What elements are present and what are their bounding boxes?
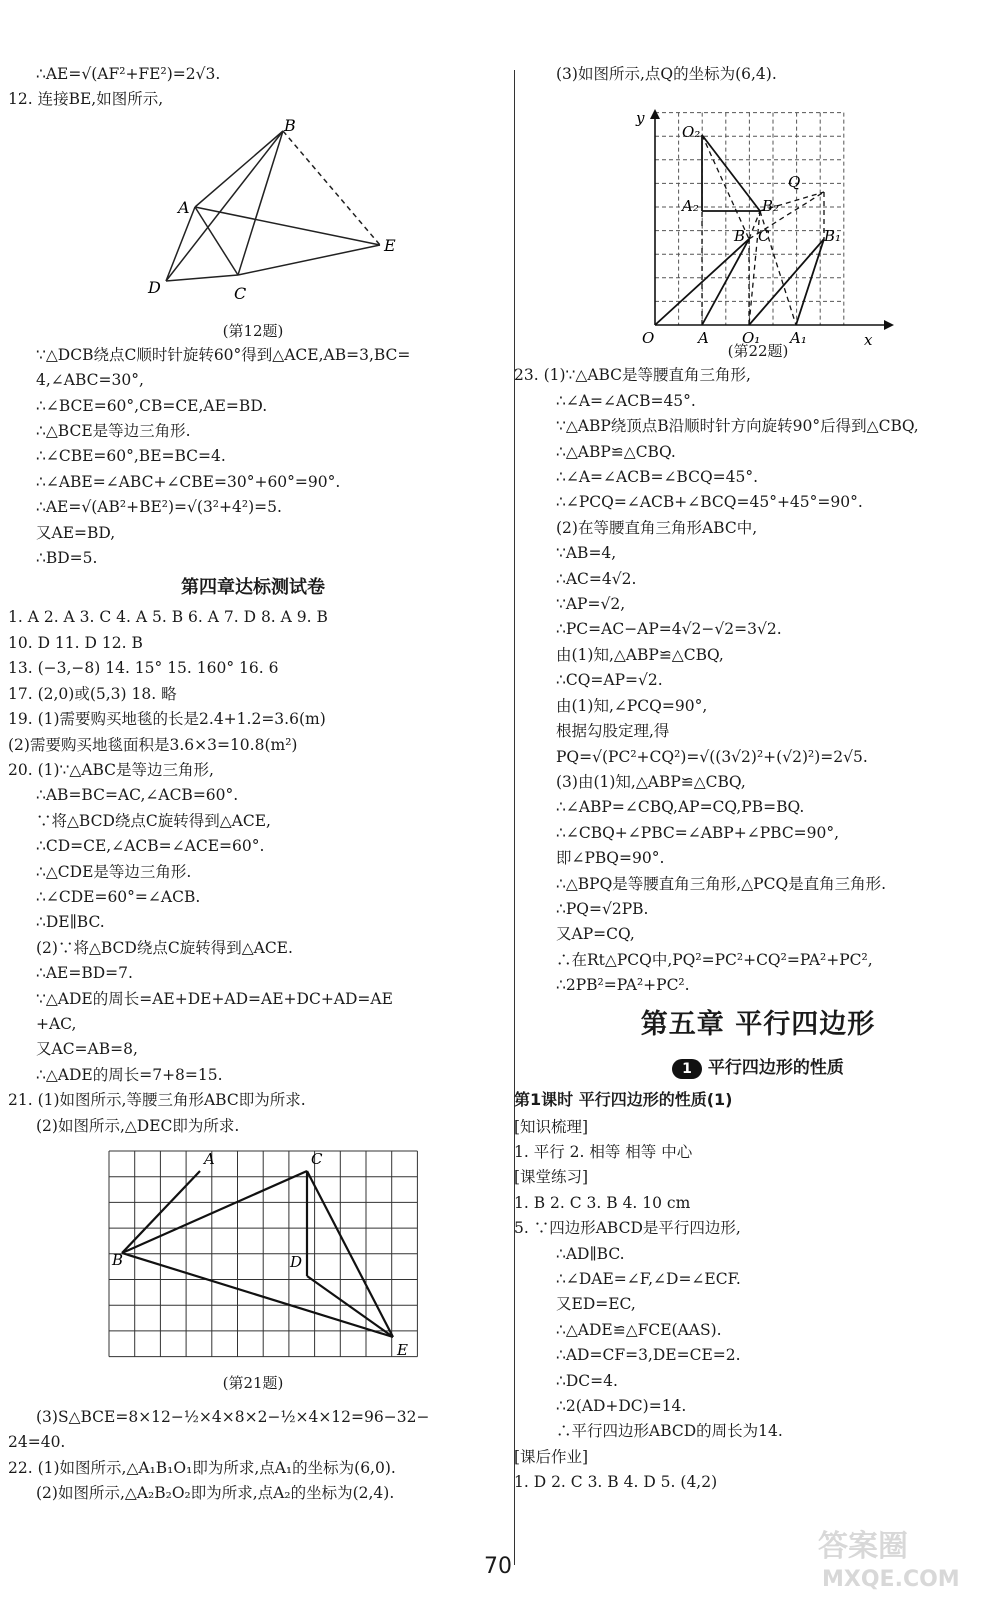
answer-line: 10. D 11. D 12. B xyxy=(8,633,143,652)
text-line: 由(1)知,△ABP≌△CBQ, xyxy=(556,645,724,664)
section-tag: [知识梳理] xyxy=(514,1117,589,1136)
answer-line: 21. (1)如图所示,等腰三角形ABC即为所求. xyxy=(8,1091,306,1110)
text-line: ∴BD=5. xyxy=(36,549,98,568)
label-C: C xyxy=(234,283,247,303)
label-O2: O₂ xyxy=(682,123,701,142)
label-B: B xyxy=(284,115,296,135)
answer-line: ∴AE=BD=7. xyxy=(36,964,133,983)
label-B2: B₂ xyxy=(762,197,780,216)
lesson-title: 平行四边形的性质 xyxy=(707,1057,844,1078)
text-line: (3)由(1)知,△ABP≌△CBQ, xyxy=(556,772,746,791)
answer-line: 1. 平行 2. 相等 相等 中心 xyxy=(514,1142,693,1161)
text-line: ∵AB=4, xyxy=(556,544,617,563)
label-A1: A₁ xyxy=(790,329,807,348)
watermark-url: MXQE.COM xyxy=(822,1567,960,1592)
label-B: B xyxy=(734,227,746,246)
label-x: x xyxy=(864,331,873,350)
label-A: A xyxy=(698,329,709,348)
label-D: D xyxy=(290,1253,303,1271)
answer-line: 20. (1)∵△ABC是等边三角形, xyxy=(8,760,214,779)
text-line: ∴CQ=AP=√2. xyxy=(556,671,663,690)
label-B1: B₁ xyxy=(824,227,842,246)
text-line: 又AE=BD, xyxy=(36,523,116,542)
label-B: B xyxy=(112,1251,124,1269)
text-line: (3)S△BCE=8×12−½×4×8×2−½×4×12=96−32− xyxy=(36,1408,430,1426)
figure-12 xyxy=(8,113,498,319)
text-line: ∴∠ABE=∠ABC+∠CBE=30°+60°=90°. xyxy=(36,472,341,491)
label-D: D xyxy=(148,277,161,297)
text-line: ∴∠ABP=∠CBQ,AP=CQ,PB=BQ. xyxy=(556,798,805,817)
text-line: 22. (1)如图所示,△A₁B₁O₁即为所求,点A₁的坐标为(6,0). xyxy=(8,1458,396,1477)
answer-line: ∴DC=4. xyxy=(556,1371,618,1390)
text-line: ∴PC=AC−AP=4√2−√2=3√2. xyxy=(556,620,782,639)
right-column xyxy=(514,62,988,1496)
text-line: ∴∠A=∠ACB=∠BCQ=45°. xyxy=(556,468,759,487)
text-line: (2)如图所示,△A₂B₂O₂即为所求,点A₂的坐标为(2,4). xyxy=(36,1484,395,1503)
text-line: ∵△DCB绕点C顺时针旋转60°得到△ACE,AB=3,BC= xyxy=(36,345,411,364)
label-C: C xyxy=(758,227,770,246)
label-A: A xyxy=(204,1150,215,1168)
text-line: ∴在Rt△PCQ中,PQ²=PC²+CQ²=PA²+PC², xyxy=(556,950,873,969)
answer-line: ∴△ADE≌△FCE(AAS). xyxy=(556,1320,722,1339)
figure-21-caption: (第21题) xyxy=(222,1374,284,1392)
answer-line: +AC, xyxy=(36,1014,77,1033)
left-column xyxy=(8,62,498,1507)
label-A2: A₂ xyxy=(682,197,699,216)
text-line: ∴2PB²=PA²+PC². xyxy=(556,976,690,995)
chapter4-test-title: 第四章达标测试卷 xyxy=(181,577,325,599)
text-line: 根据勾股定理,得 xyxy=(556,722,670,741)
label-y: y xyxy=(636,109,645,128)
text-line: ∵AP=√2, xyxy=(556,595,626,614)
answer-line: ∴平行四边形ABCD的周长为14. xyxy=(556,1422,783,1441)
text-line: PQ=√(PC²+CQ²)=√((3√2)²+(√2)²)=2√5. xyxy=(556,747,868,766)
text-line: ∴△BCE是等边三角形. xyxy=(36,422,191,441)
text-line: ∴PQ=√2PB. xyxy=(556,899,649,918)
answer-line: ∴CD=CE,∠ACB=∠ACE=60°. xyxy=(36,837,265,856)
answer-line: ∴∠DAE=∠F,∠D=∠ECF. xyxy=(556,1270,741,1288)
text-line: ∴△ABP≌△CBQ. xyxy=(556,442,676,461)
label-E: E xyxy=(384,235,396,255)
text-line: 即∠PBQ=90°. xyxy=(556,849,665,868)
answer-line: ∴△CDE是等边三角形. xyxy=(36,862,192,881)
text-line: 又AP=CQ, xyxy=(556,925,635,944)
column-divider xyxy=(514,70,515,1565)
answer-line: (2)∵将△BCD绕点C旋转得到△ACE. xyxy=(36,938,293,957)
answer-line: 又ED=EC, xyxy=(556,1295,636,1314)
text-line: 12. 连接BE,如图所示, xyxy=(8,90,164,109)
lesson-heading xyxy=(528,1051,988,1085)
page-number: 70 xyxy=(484,1554,512,1579)
watermark-logo xyxy=(808,1518,988,1594)
text-line: 由(1)知,∠PCQ=90°, xyxy=(556,696,708,715)
answer-line: (2)如图所示,△DEC即为所求. xyxy=(36,1116,240,1135)
figure-22-caption: (第22题) xyxy=(727,342,789,361)
text-line: ∴∠PCQ=∠ACB+∠BCQ=45°+45°=90°. xyxy=(556,493,863,512)
label-O: O xyxy=(642,329,655,348)
label-O1: O₁ xyxy=(742,329,761,348)
text-line: ∴∠A=∠ACB=45°. xyxy=(556,391,696,410)
text-line: (3)如图所示,点Q的坐标为(6,4). xyxy=(556,65,777,83)
text-line: ∴AE=√(AB²+BE²)=√(3²+4²)=5. xyxy=(36,498,282,517)
text-line: 23. (1)∵△ABC是等腰直角三角形, xyxy=(514,366,751,385)
answer-line: (2)需要购买地毯面积是3.6×3=10.8(m²) xyxy=(8,735,298,754)
lesson-subtitle: 第1课时 平行四边形的性质(1) xyxy=(514,1089,733,1109)
label-C: C xyxy=(311,1150,323,1168)
figure-21-diagram xyxy=(8,1139,498,1371)
text-line: ∴∠BCE=60°,CB=CE,AE=BD. xyxy=(36,396,268,415)
answer-line: ∴∠CDE=60°=∠ACB. xyxy=(36,887,201,906)
text-line: ∵△ABP绕顶点B沿顺时针方向旋转90°后得到△CBQ, xyxy=(556,417,919,436)
lesson-number-badge: 1 xyxy=(672,1059,702,1079)
answer-line: ∴AB=BC=AC,∠ACB=60°. xyxy=(36,786,239,805)
answer-line: ∴DE∥BC. xyxy=(36,913,105,932)
watermark-text: 答案圈 xyxy=(818,1529,908,1564)
answer-line: 13. (−3,−8) 14. 15° 15. 160° 16. 6 xyxy=(8,659,279,678)
text-line: ∴△BPQ是等腰直角三角形,△PCQ是直角三角形. xyxy=(556,874,887,893)
answer-line: 1. A 2. A 3. C 4. A 5. B 6. A 7. D 8. A 9. B xyxy=(8,608,328,627)
figure-12-diagram xyxy=(8,113,498,319)
figure-12-caption: (第12题) xyxy=(222,321,284,340)
text-line: (2)在等腰直角三角形ABC中, xyxy=(556,518,758,537)
label-E: E xyxy=(397,1341,408,1359)
text-line: 24=40. xyxy=(8,1433,66,1452)
answer-line: 1. B 2. C 3. B 4. 10 cm xyxy=(514,1193,691,1212)
section-tag: [课堂练习] xyxy=(514,1168,589,1187)
text-line: ∴AE=√(AF²+FE²)=2√3. xyxy=(36,65,221,83)
answer-line: ∴△ADE的周长=7+8=15. xyxy=(36,1065,223,1084)
answer-line: 1. D 2. C 3. B 4. D 5. (4,2) xyxy=(514,1473,718,1492)
figure-21 xyxy=(8,1139,498,1371)
chapter5-title: 第五章 平行四边形 xyxy=(640,1008,876,1040)
answer-line: 又AC=AB=8, xyxy=(36,1040,138,1059)
text-line: ∴∠CBE=60°,BE=BC=4. xyxy=(36,447,226,466)
figure-22-diagram xyxy=(528,87,988,350)
answer-line: 5. ∵四边形ABCD是平行四边形, xyxy=(514,1219,741,1238)
figure-22 xyxy=(528,87,988,350)
label-Q: Q xyxy=(788,173,801,192)
answer-line: ∴2(AD+DC)=14. xyxy=(556,1397,687,1416)
answer-line: 19. (1)需要购买地毯的长是2.4+1.2=3.6(m) xyxy=(8,710,326,729)
answer-line: ∵将△BCD绕点C旋转得到△ACE, xyxy=(36,811,271,830)
text-line: ∴∠CBQ+∠PBC=∠ABP+∠PBC=90°, xyxy=(556,823,840,842)
answer-line: 17. (2,0)或(5,3) 18. 略 xyxy=(8,684,177,703)
section-tag: [课后作业] xyxy=(514,1447,589,1466)
label-A: A xyxy=(178,197,190,217)
text-line: 4,∠ABC=30°, xyxy=(36,371,144,390)
answer-line: ∵△ADE的周长=AE+DE+AD=AE+DC+AD=AE xyxy=(36,989,393,1008)
text-line: ∴AC=4√2. xyxy=(556,569,637,588)
answer-line: ∴AD=CF=3,DE=CE=2. xyxy=(556,1346,741,1365)
answer-line: ∴AD∥BC. xyxy=(556,1244,625,1263)
